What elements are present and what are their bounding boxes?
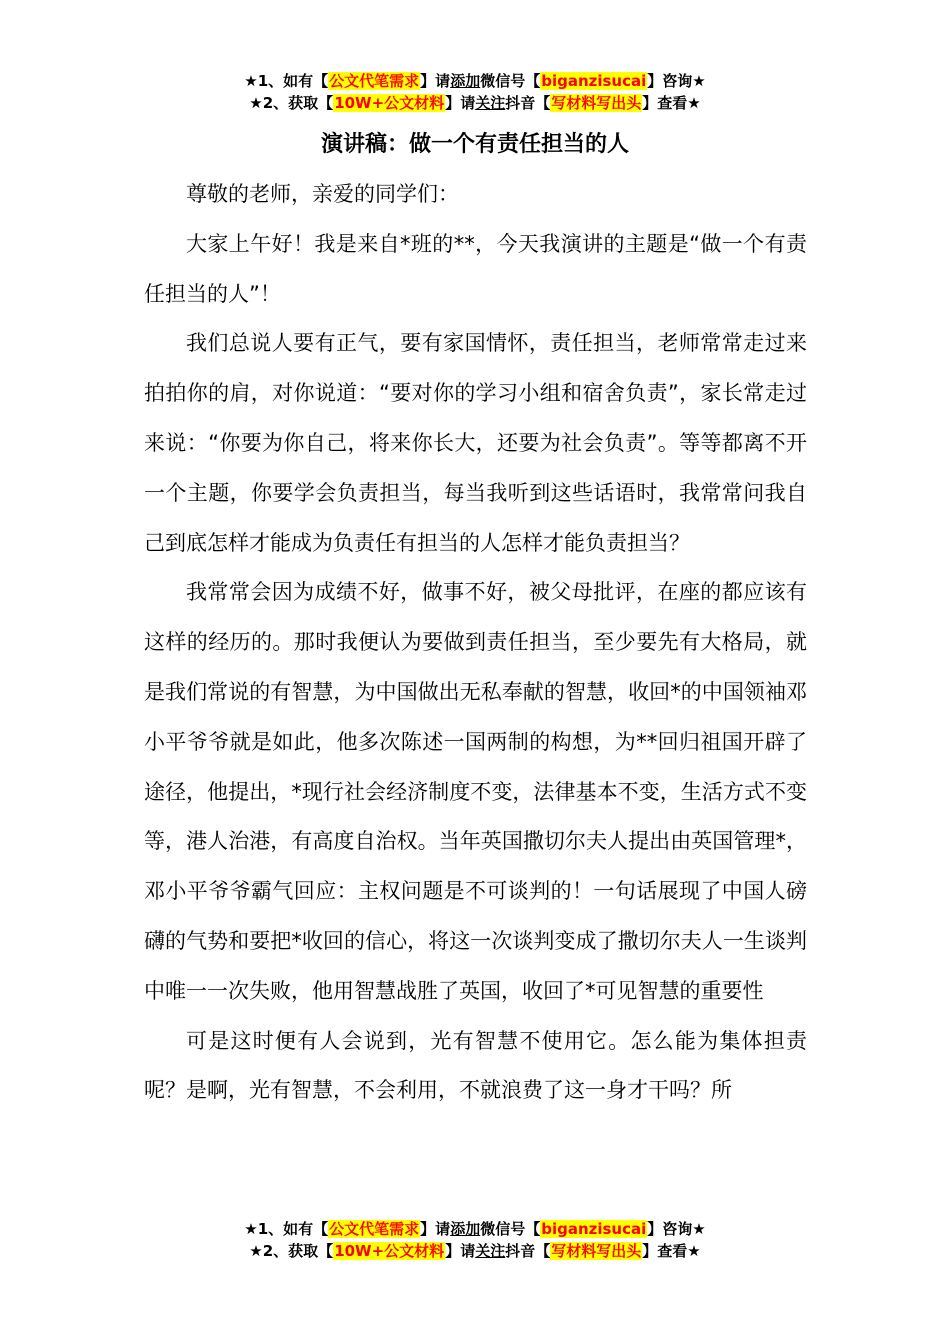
paragraph: 我常常会因为成绩不好，做事不好，被父母批评，在座的都应该有这样的经历的。那时我便认为要做到责任担当，至少要先有大格局，就是我们常说的有智慧，为中国做出无私奉献的智慧，收回*的中国领袖邓小平爷爷就是如此，他多次陈述一国两制的构想，为**回归祖国开辟了途径，他提出，*现行社会经济制度不变，法律基本不变，生活方式不变等，港人治港，有高度自治权。当年英国撒切尔夫人提出由英国管理*，邓小平爷爷霸气回应：主权问题是不可谈判的！一句话展现了中国人磅礴的气势和要把*收回的信心，将这一次谈判变成了撒切尔夫人一生谈判中唯一一次失败，他用智慧战胜了英国，收回了*可见智慧的重要性 — [144, 580, 807, 1003]
star-icon: ★ — [244, 72, 258, 90]
footer-promo-banner — [0, 1218, 950, 1262]
highlight-service: 公文代笔需求 — [329, 72, 420, 90]
star-icon: ★ — [249, 94, 263, 112]
paragraph-salutation: 尊敬的老师，亲爱的同学们： — [186, 182, 459, 206]
highlight-douyin-account: 写材料写出头 — [551, 1242, 642, 1260]
star-icon: ★ — [249, 1242, 263, 1260]
header-promo-banner — [0, 70, 950, 114]
promo-line-2: ★2、获取【10W+公文材料】请关注抖音【写材料写出头】查看★ — [249, 94, 701, 112]
highlight-wechat-id: biganzisucai — [541, 1220, 647, 1238]
star-icon: ★ — [244, 1220, 258, 1238]
highlight-douyin-account: 写材料写出头 — [551, 94, 642, 112]
highlight-wechat-id: biganzisucai — [541, 72, 647, 90]
promo-line-1: ★1、如有【公文代笔需求】请添加微信号【biganzisucai】咨询★ — [244, 72, 706, 90]
document-title: 演讲稿：做一个有责任担当的人 — [320, 132, 629, 157]
highlight-materials: 10W+公文材料 — [334, 1242, 445, 1260]
paragraph: 我们总说人要有正气，要有家国情怀，责任担当，老师常常走过来拍拍你的肩，对你说道：“要对你的学习小组和宿舍负责”，家长常走过来说：“你要为你自己，将来你长大，还要为社会负责”。等等都离不开一个主题，你要学会负责担当，每当我听到这些话语时，我常常问我自己到底怎样才能成为负责任有担当的人怎样才能负责担当？ — [144, 331, 807, 555]
paragraph: 可是这时便有人会说到，光有智慧不使用它。怎么能为集体担责呢？是啊，光有智慧，不会利用，不就浪费了这一身才干吗？所 — [144, 1028, 807, 1103]
highlight-materials: 10W+公文材料 — [334, 94, 445, 112]
paragraph: 大家上午好！我是来自*班的**，今天我演讲的主题是“做一个有责任担当的人”！ — [144, 231, 807, 306]
promo-line-1: ★1、如有【公文代笔需求】请添加微信号【biganzisucai】咨询★ — [244, 1220, 706, 1238]
promo-line-2: ★2、获取【10W+公文材料】请关注抖音【写材料写出头】查看★ — [249, 1242, 701, 1260]
document-body — [144, 170, 807, 1210]
highlight-service: 公文代笔需求 — [329, 1220, 420, 1238]
